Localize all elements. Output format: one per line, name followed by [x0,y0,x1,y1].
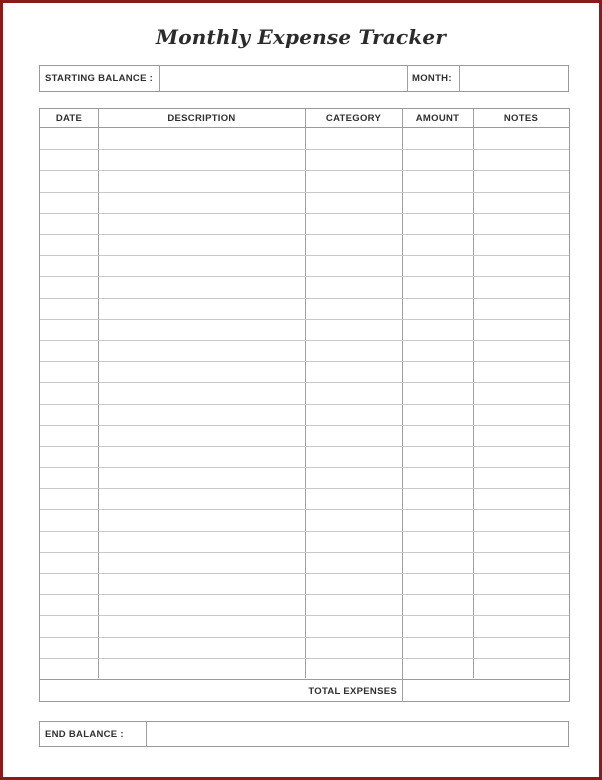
table-row[interactable] [40,255,569,276]
row-divider [40,552,569,553]
row-divider [40,594,569,595]
row-divider [40,446,569,447]
table-row[interactable] [40,531,569,552]
table-row[interactable] [40,170,569,191]
table-row[interactable] [40,149,569,170]
row-divider [40,382,569,383]
row-divider [40,467,569,468]
row-divider [40,488,569,489]
row-divider [40,637,569,638]
row-divider [40,298,569,299]
column-header-notes: NOTES [503,112,539,124]
row-divider [40,531,569,532]
end-balance-field[interactable] [147,722,568,746]
row-divider [40,234,569,235]
table-row[interactable] [40,425,569,446]
total-expenses-label: TOTAL EXPENSES [308,685,397,697]
expense-table [39,108,570,702]
row-divider [40,213,569,214]
row-divider [40,361,569,362]
row-divider [40,573,569,574]
row-divider [40,149,569,150]
row-divider [40,319,569,320]
starting-balance-field[interactable] [160,66,407,91]
row-divider [40,404,569,405]
row-divider [40,192,569,193]
table-row[interactable] [40,552,569,573]
row-divider [40,658,569,659]
table-row[interactable] [40,319,569,340]
row-divider [40,276,569,277]
table-row[interactable] [40,637,569,658]
table-row[interactable] [40,234,569,255]
table-row[interactable] [40,213,569,234]
starting-balance-label: STARTING BALANCE : [45,73,154,84]
table-row[interactable] [40,509,569,530]
column-header-date: DATE [55,112,83,124]
month-label: MONTH: [412,73,452,84]
table-row[interactable] [40,361,569,382]
end-balance-box [39,721,569,747]
month-field[interactable] [460,66,568,91]
total-expenses-field[interactable] [403,680,569,702]
end-balance-label: END BALANCE : [45,728,124,740]
table-row[interactable] [40,298,569,319]
row-divider [40,170,569,171]
row-divider [40,425,569,426]
balance-month-box [39,65,569,92]
table-row[interactable] [40,573,569,594]
page-title: Monthly Expense Tracker [155,25,447,49]
table-row[interactable] [40,488,569,509]
row-divider [40,509,569,510]
table-row[interactable] [40,404,569,425]
table-row[interactable] [40,276,569,297]
table-row[interactable] [40,192,569,213]
table-row[interactable] [40,615,569,636]
column-header-description: DESCRIPTION [167,112,236,124]
row-divider [40,340,569,341]
row-divider [40,255,569,256]
column-header-amount: AMOUNT [415,112,460,124]
column-header-category: CATEGORY [325,112,382,124]
table-row[interactable] [40,594,569,615]
row-divider [40,615,569,616]
table-row[interactable] [40,658,569,679]
table-row[interactable] [40,467,569,488]
table-row[interactable] [40,382,569,403]
table-row[interactable] [40,446,569,467]
table-row[interactable] [40,128,569,149]
table-row[interactable] [40,340,569,361]
